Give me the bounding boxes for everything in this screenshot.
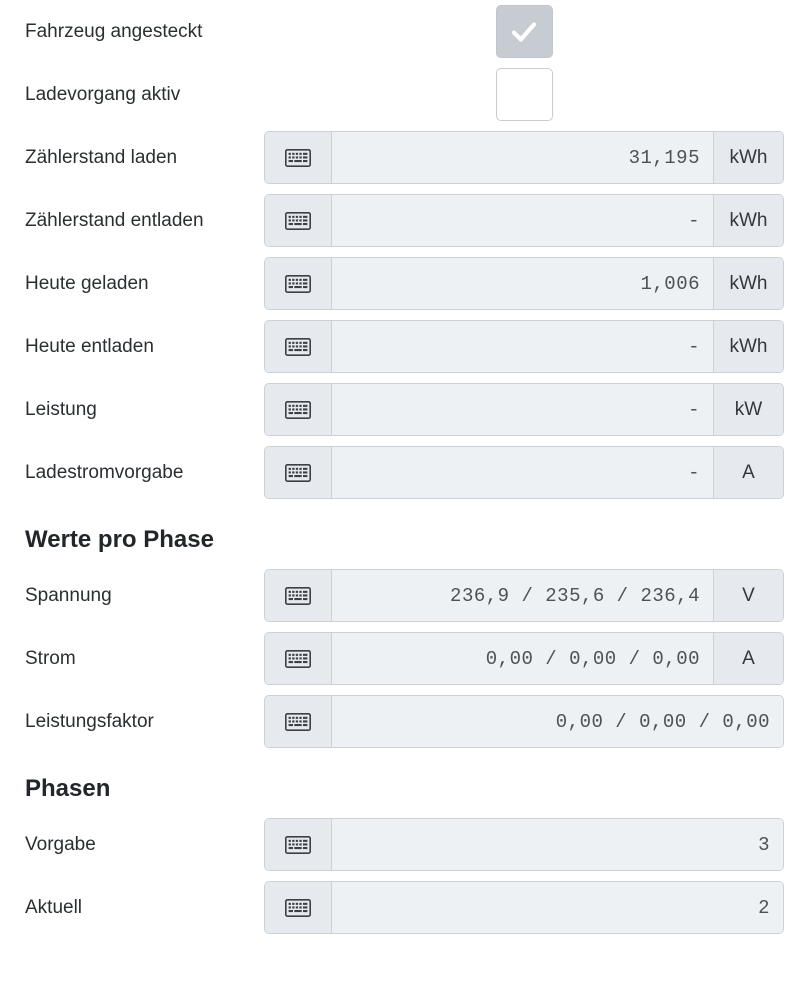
row-vehicle-connected xyxy=(12,0,796,63)
section-title-phases: Phasen xyxy=(25,775,111,802)
row-power xyxy=(12,378,796,441)
unit-charge-current-setpoint: A xyxy=(713,447,783,498)
input-group-phases-actual[interactable] xyxy=(264,881,784,934)
unit-today-discharged: kWh xyxy=(713,321,783,372)
label-today-charged: Heute geladen xyxy=(25,272,149,294)
value-phases-setpoint[interactable]: 3 xyxy=(332,819,783,870)
value-power[interactable]: - xyxy=(332,384,713,435)
input-group-voltage[interactable] xyxy=(264,569,784,622)
label-meter-discharge: Zählerstand entladen xyxy=(25,209,204,231)
value-meter-discharge[interactable]: - xyxy=(332,195,713,246)
keyboard-icon[interactable] xyxy=(265,447,332,498)
label-today-discharged: Heute entladen xyxy=(25,335,154,357)
unit-meter-discharge: kWh xyxy=(713,195,783,246)
label-power: Leistung xyxy=(25,398,97,420)
keyboard-icon[interactable] xyxy=(265,384,332,435)
row-voltage xyxy=(12,564,796,627)
row-charging-active xyxy=(12,63,796,126)
row-today-discharged xyxy=(12,315,796,378)
input-group-meter-charge[interactable] xyxy=(264,131,784,184)
input-group-charge-current-setpoint[interactable] xyxy=(264,446,784,499)
value-today-charged[interactable]: 1,006 xyxy=(332,258,713,309)
row-phases-actual xyxy=(12,876,796,939)
check-icon xyxy=(509,17,539,47)
value-phases-actual[interactable]: 2 xyxy=(332,882,783,933)
keyboard-icon[interactable] xyxy=(265,570,332,621)
input-group-phases-setpoint[interactable] xyxy=(264,818,784,871)
label-current: Strom xyxy=(25,647,76,669)
unit-meter-charge: kWh xyxy=(713,132,783,183)
label-vehicle-connected: Fahrzeug angesteckt xyxy=(25,20,203,42)
keyboard-icon[interactable] xyxy=(265,882,332,933)
value-meter-charge[interactable]: 31,195 xyxy=(332,132,713,183)
value-current[interactable]: 0,00 / 0,00 / 0,00 xyxy=(332,633,713,684)
value-voltage[interactable]: 236,9 / 235,6 / 236,4 xyxy=(332,570,713,621)
row-current xyxy=(12,627,796,690)
row-charge-current-setpoint xyxy=(12,441,796,504)
label-power-factor: Leistungsfaktor xyxy=(25,710,154,732)
checkbox-vehicle-connected[interactable] xyxy=(496,5,553,58)
input-group-power-factor[interactable] xyxy=(264,695,784,748)
input-group-today-charged[interactable] xyxy=(264,257,784,310)
input-group-current[interactable] xyxy=(264,632,784,685)
row-meter-charge xyxy=(12,126,796,189)
keyboard-icon[interactable] xyxy=(265,132,332,183)
row-power-factor xyxy=(12,690,796,753)
label-charging-active: Ladevorgang aktiv xyxy=(25,83,181,105)
keyboard-icon[interactable] xyxy=(265,819,332,870)
unit-today-charged: kWh xyxy=(713,258,783,309)
value-today-discharged[interactable]: - xyxy=(332,321,713,372)
unit-voltage: V xyxy=(713,570,783,621)
unit-current: A xyxy=(713,633,783,684)
keyboard-icon[interactable] xyxy=(265,633,332,684)
keyboard-icon[interactable] xyxy=(265,696,332,747)
label-charge-current-setpoint: Ladestromvorgabe xyxy=(25,461,184,483)
input-group-today-discharged[interactable] xyxy=(264,320,784,373)
input-group-power[interactable] xyxy=(264,383,784,436)
input-group-meter-discharge[interactable] xyxy=(264,194,784,247)
value-power-factor[interactable]: 0,00 / 0,00 / 0,00 xyxy=(332,696,783,747)
section-title-phase-values: Werte pro Phase xyxy=(25,526,214,553)
keyboard-icon[interactable] xyxy=(265,195,332,246)
keyboard-icon[interactable] xyxy=(265,258,332,309)
label-phases-actual: Aktuell xyxy=(25,896,83,918)
value-charge-current-setpoint[interactable]: - xyxy=(332,447,713,498)
label-phases-setpoint: Vorgabe xyxy=(25,833,96,855)
label-voltage: Spannung xyxy=(25,584,112,606)
row-meter-discharge xyxy=(12,189,796,252)
unit-power: kW xyxy=(713,384,783,435)
row-today-charged xyxy=(12,252,796,315)
checkbox-charging-active[interactable] xyxy=(496,68,553,121)
keyboard-icon[interactable] xyxy=(265,321,332,372)
row-phases-setpoint xyxy=(12,813,796,876)
label-meter-charge: Zählerstand laden xyxy=(25,146,178,168)
